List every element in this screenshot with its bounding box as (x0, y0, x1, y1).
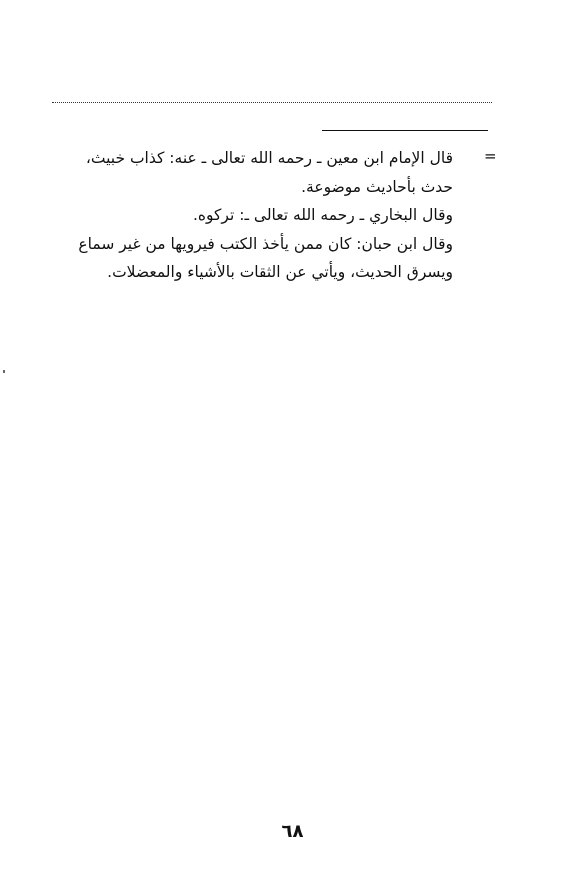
footnote-line: قال الإمام ابن معين ـ رحمه الله تعالى ـ عنه: كذاب خبيث، (85, 149, 453, 167)
footnote-line: وقال ابن حبان: كان ممن يأخذ الكتب فيرويها من غير سماع (78, 234, 453, 253)
footnote-line: حدث بأحاديث موضوعة. (301, 177, 453, 196)
footnote-line: ويسرق الحديث، ويأتي عن الثقات بالأشياء والمعضلات. (107, 263, 453, 281)
footnote-line: وقال البخاري ـ رحمه الله تعالى ـ: تركوه. (193, 206, 453, 224)
scan-edge-mark (3, 370, 5, 373)
page-number: ٦٨ (281, 821, 304, 842)
footnote-separator-rule (322, 130, 488, 131)
dotted-separator (52, 102, 492, 103)
footnote-continuation-marker: = (484, 147, 497, 165)
footnote-text (55, 144, 453, 287)
